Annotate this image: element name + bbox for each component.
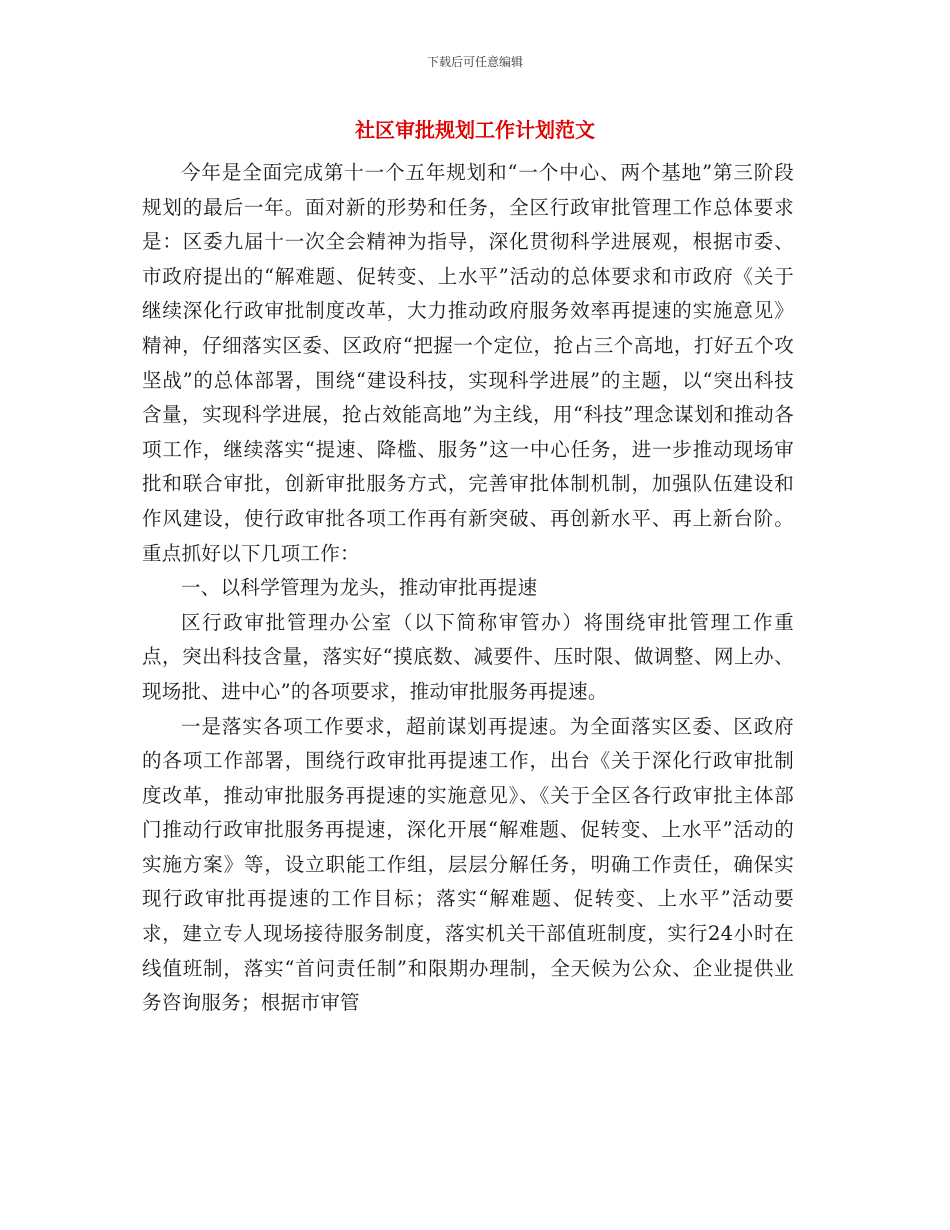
document-title: 社区审批规划工作计划范文: [355, 118, 595, 142]
page-header-note: 下载后可任意编辑: [426, 55, 523, 69]
document-body: [142, 156, 794, 1021]
paragraph-point-1: 一是落实各项工作要求，超前谋划再提速。为全面落实区委、区政府的各项工作部署，围绕行政审批再提速工作，出台《关于深化行政审批制度改革，推动审批服务再提速的实施意见》、《关于全区各行政审批主体部门推动行政审批服务再提速，深化开展“解难题、促转变、上水平”活动的实施方案》等，设立职能工作组，层层分解任务，明确工作责任，确保实现行政审批再提速的工作目标；落实“解难题、促转变、上水平”活动要求，建立专人现场接待服务制度，落实机关干部值班制度，实行24小时在线值班制，落实“首问责任制”和限期办理制，全天候为公众、企业提供业务咨询服务；根据市审管: [142, 714, 794, 1015]
section-heading-1: 一、以科学管理为龙头，推动审批再提速: [181, 576, 538, 600]
paragraph-intro: 今年是全面完成第十一个五年规划和“一个中心、两个基地”第三阶段规划的最后一年。面对新的形势和任务，全区行政审批管理工作总体要求是：区委九届十一次全会精神为指导，深化贯彻科学进展观，根据市委、市政府提出的“解难题、促转变、上水平”活动的总体要求和市政府《关于继续深化行政审批制度改革，大力推动政府服务效率再提速的实施意见》精神，仔细落实区委、区政府“把握一个定位，抢占三个高地，打好五个攻坚战”的总体部署，围绕“建设科技，实现科学进展”的主题，以“突出科技含量，实现科学进展，抢占效能高地”为主线，用“科技”理念谋划和推动各项工作，继续落实“提速、降槛、服务”这一中心任务，进一步推动现场审批和联合审批，创新审批服务方式，完善审批体制机制，加强队伍建设和作风建设，使行政审批各项工作再有新突破、再创新水平、再上新台阶。重点抓好以下几项工作：: [142, 161, 794, 565]
paragraph-section-1-summary: 区行政审批管理办公室（以下简称审管办）将围绕审批管理工作重点，突出科技含量，落实好“摸底数、减要件、压时限、做调整、网上办、现场批、进中心”的各项要求，推动审批服务再提速。: [142, 610, 794, 703]
